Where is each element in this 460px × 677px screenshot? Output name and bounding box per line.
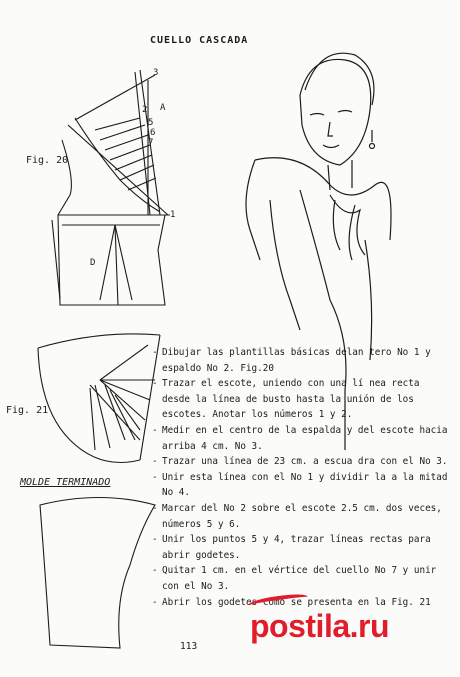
watermark-logo: postila.ru: [250, 608, 390, 644]
fig20-label: Fig. 20: [26, 155, 69, 166]
page-number: 113: [180, 641, 198, 652]
page-title: CUELLO CASCADA: [150, 35, 249, 46]
finished-pattern: [40, 498, 155, 649]
instruction-item: - Dibujar las plantillas básicas delan tero No 1 y espaldo No 2. Fig.20: [152, 347, 431, 374]
fig21-diagram: [38, 334, 160, 463]
mark-d: D: [90, 258, 96, 268]
instruction-item: - Trazar una línea de 23 cm. a escua dra con el No 3.: [152, 456, 448, 468]
instruction-item: - Abrir los godetes como se presenta en la Fig. 21: [152, 596, 431, 608]
instruction-item: - Quitar 1 cm. en el vértice del cuello No 7 y unir con el No 3.: [152, 565, 437, 592]
mark-7: 7: [148, 138, 154, 148]
mark-1: 1: [170, 210, 176, 220]
instruction-item: - Unir esta línea con el No 1 y dividir la a la mitad No 4.: [152, 471, 448, 499]
instruction-list: [152, 345, 452, 610]
instruction-item: - Medir en el centro de la espalda y del escote hacia arriba 4 cm. No 3.: [152, 424, 448, 452]
instruction-item: - Marcar del No 2 sobre el escote 2.5 cm. dos veces, números 5 y 6.: [152, 502, 442, 530]
mark-5: 5: [148, 118, 154, 128]
fig20-diagram: [52, 70, 170, 305]
mark-3: 3: [153, 68, 159, 78]
instruction-item: - Unir los puntos 5 y 4, trazar líneas rectas para abrir godetes.: [152, 534, 431, 561]
fig21-label: Fig. 21: [6, 405, 49, 416]
instruction-item: - Trazar el escote, uniendo con una lí nea recta desde la línea de busto hasta la unión de los escotes. Anotar los números 1 y 2.: [152, 378, 420, 421]
mark-6: 6: [150, 128, 156, 138]
mark-a: A: [160, 103, 166, 113]
finished-pattern-heading: MOLDE TERMINADO: [20, 477, 111, 488]
mark-2: 2: [142, 105, 148, 115]
